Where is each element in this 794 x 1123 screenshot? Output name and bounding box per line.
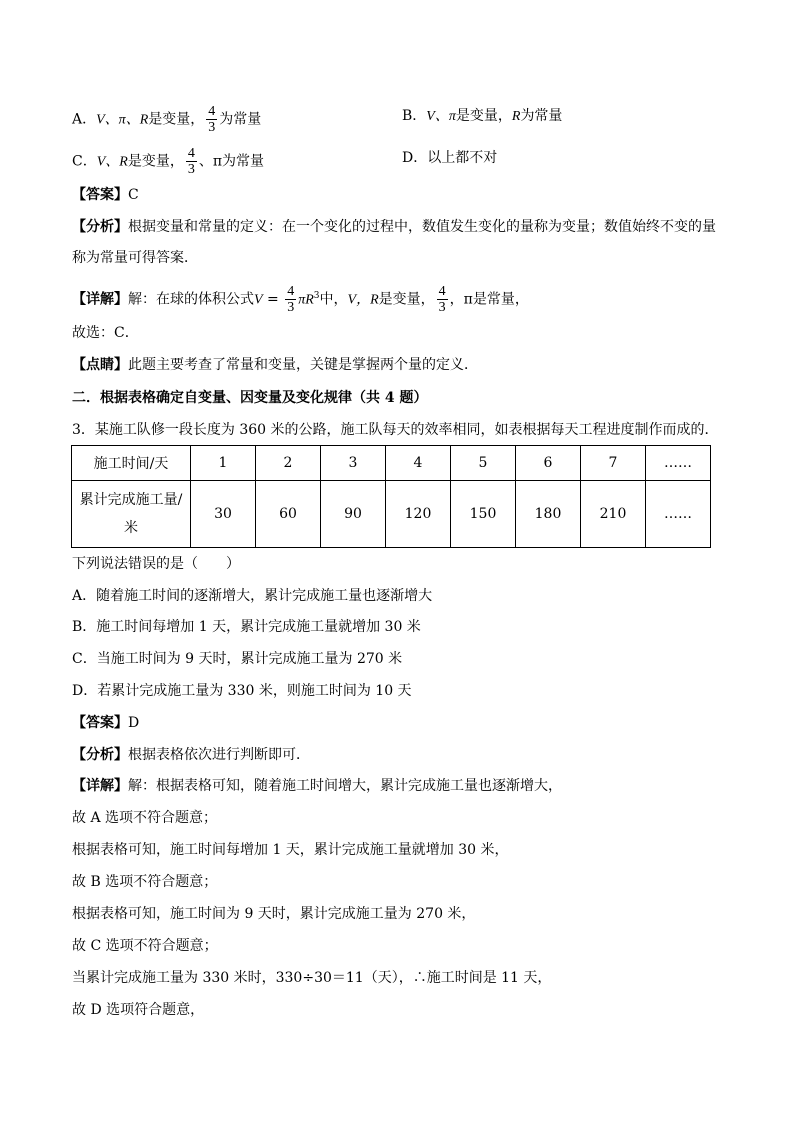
option-var2: R	[511, 109, 521, 124]
option-mid: 是变量，	[455, 108, 512, 124]
detail-text: ，π是常量，	[449, 291, 529, 308]
fraction	[285, 284, 296, 315]
q3-option-c: C．当施工时间为 9 天时，累计完成施工量为 270 米	[72, 651, 403, 667]
q3-detail-line-4: 故 B 选项不符合题意；	[72, 874, 218, 890]
table-cell: 3	[321, 446, 386, 481]
table-cell: 4	[386, 446, 451, 481]
q2-option-d	[402, 148, 497, 168]
detail-tag: 【详解】	[72, 291, 128, 308]
option-mid: 是变量，	[127, 153, 184, 170]
formula-pi: π	[298, 292, 306, 308]
table-cell: 7	[581, 446, 646, 481]
option-prefix: C．	[72, 153, 97, 170]
q2-detail	[72, 284, 529, 315]
option-text: 以上都不对	[427, 150, 498, 166]
comment-text: 此题主要考查了常量和变量，关键是掌握两个量的定义．	[128, 357, 478, 373]
table-row-label: 施工时间/天	[72, 446, 191, 481]
q2-option-c	[72, 146, 264, 177]
answer-tag: 【答案】	[72, 187, 128, 203]
table-row	[72, 446, 711, 481]
row-label-line-1: 累计完成施工量/	[79, 492, 183, 508]
option-mid: 是变量，	[148, 111, 205, 128]
fraction-denominator: 3	[438, 300, 446, 315]
fraction-numerator: 4	[438, 284, 446, 299]
q2-option-b	[402, 106, 562, 127]
option-vars: V、π	[426, 109, 456, 124]
table-cell: 120	[386, 481, 451, 548]
formula-r: R	[305, 292, 314, 308]
fraction-denominator: 3	[187, 162, 195, 177]
fraction-denominator: 3	[208, 120, 216, 135]
option-prefix: B．	[402, 108, 427, 124]
answer-value: D	[128, 715, 140, 731]
option-tail: 为常量	[520, 108, 563, 124]
q3-answer	[72, 713, 139, 733]
q3-option-a: A．随着施工时间的逐渐增大，累计完成施工量也逐渐增大	[72, 588, 433, 604]
formula-equals: =	[262, 291, 284, 308]
table-cell: ……	[646, 446, 711, 481]
table-row-label	[72, 481, 191, 548]
table-cell: 2	[256, 446, 321, 481]
fraction	[186, 146, 197, 177]
table-cell: 1	[191, 446, 256, 481]
q2-analysis-line-2	[72, 248, 198, 268]
analysis-text: 称为常量可得答案．	[72, 250, 198, 266]
analysis-text: 根据变量和常量的定义：在一个变化的过程中，数值发生变化的量称为变量；数值始终不变的量	[128, 219, 716, 235]
table-cell: 60	[256, 481, 321, 548]
section-title: 二．根据表格确定自变量、因变量及变化规律（共 4 题）	[72, 390, 428, 406]
table-cell: 90	[321, 481, 386, 548]
option-vars: V、π、R	[96, 112, 149, 128]
q3-detail-line-5: 根据表格可知，施工时间为 9 天时，累计完成施工量为 270 米，	[72, 906, 476, 922]
q3-analysis	[72, 745, 310, 765]
analysis-tag: 【分析】	[72, 747, 128, 763]
table-cell: ……	[646, 481, 711, 548]
fraction	[437, 284, 448, 315]
fraction-numerator: 4	[208, 104, 216, 119]
q2-comment	[72, 355, 478, 375]
q3-detail-line-8: 故 D 选项符合题意，	[72, 1002, 205, 1018]
table-cell: 150	[451, 481, 516, 548]
detail-text: 解：根据表格可知，随着施工时间增大，累计完成施工量也逐渐增大，	[128, 778, 562, 794]
table-cell: 6	[516, 446, 581, 481]
analysis-text: 根据表格依次进行判断即可．	[128, 747, 310, 763]
q3-detail-line-6: 故 C 选项不符合题意；	[72, 938, 218, 954]
detail-text: 解：在球的体积公式	[128, 291, 254, 308]
choose-text: 故选：C．	[72, 325, 139, 341]
q3-detail-line-3: 根据表格可知，施工时间每增加 1 天，累计完成施工量就增加 30 米，	[72, 842, 509, 858]
q2-answer	[72, 185, 139, 205]
detail-text: 是变量，	[378, 291, 435, 308]
table-cell: 5	[451, 446, 516, 481]
table-cell: 30	[191, 481, 256, 548]
formula-v: V	[254, 292, 263, 308]
table-row	[72, 481, 711, 548]
formula-exponent: 3	[313, 290, 320, 301]
fraction-numerator: 4	[287, 284, 295, 299]
fraction-denominator: 3	[287, 300, 295, 315]
option-tail: 、π为常量	[198, 153, 265, 170]
q2-choose	[72, 323, 139, 343]
q3-option-d: D．若累计完成施工量为 330 米，则施工时间为 10 天	[72, 683, 412, 699]
option-prefix: D．	[402, 150, 428, 166]
option-prefix: A．	[72, 111, 97, 128]
q2-option-a	[72, 104, 261, 135]
q3-detail-line-7: 当累计完成施工量为 330 米时，330÷30＝11（天），∴施工时间是 11 天，	[72, 970, 552, 986]
q3-question: 下列说法错误的是（ ）	[72, 556, 240, 572]
detail-vars: V，R	[347, 292, 379, 308]
analysis-tag: 【分析】	[72, 219, 128, 235]
option-tail: 为常量	[219, 111, 262, 128]
comment-tag: 【点睛】	[72, 357, 128, 373]
q2-analysis-line-1	[72, 217, 716, 237]
detail-text: 中，	[319, 291, 348, 308]
fraction	[206, 104, 217, 135]
answer-tag: 【答案】	[72, 715, 128, 731]
table-cell: 180	[516, 481, 581, 548]
fraction-numerator: 4	[187, 146, 195, 161]
q3-stem: 3．某施工队修一段长度为 360 米的公路，施工队每天的效率相同，如表根据每天工程进度制作而成的．	[72, 422, 719, 438]
option-vars: V、R	[96, 154, 128, 170]
q3-detail	[72, 776, 562, 796]
q3-detail-line-2: 故 A 选项不符合题意；	[72, 810, 218, 826]
q3-option-b: B．施工时间每增加 1 天，累计完成施工量就增加 30 米	[72, 619, 421, 635]
schedule-table	[71, 445, 711, 548]
detail-tag: 【详解】	[72, 778, 128, 794]
answer-value: C	[128, 187, 139, 203]
table-cell: 210	[581, 481, 646, 548]
row-label-line-2: 米	[124, 520, 138, 536]
